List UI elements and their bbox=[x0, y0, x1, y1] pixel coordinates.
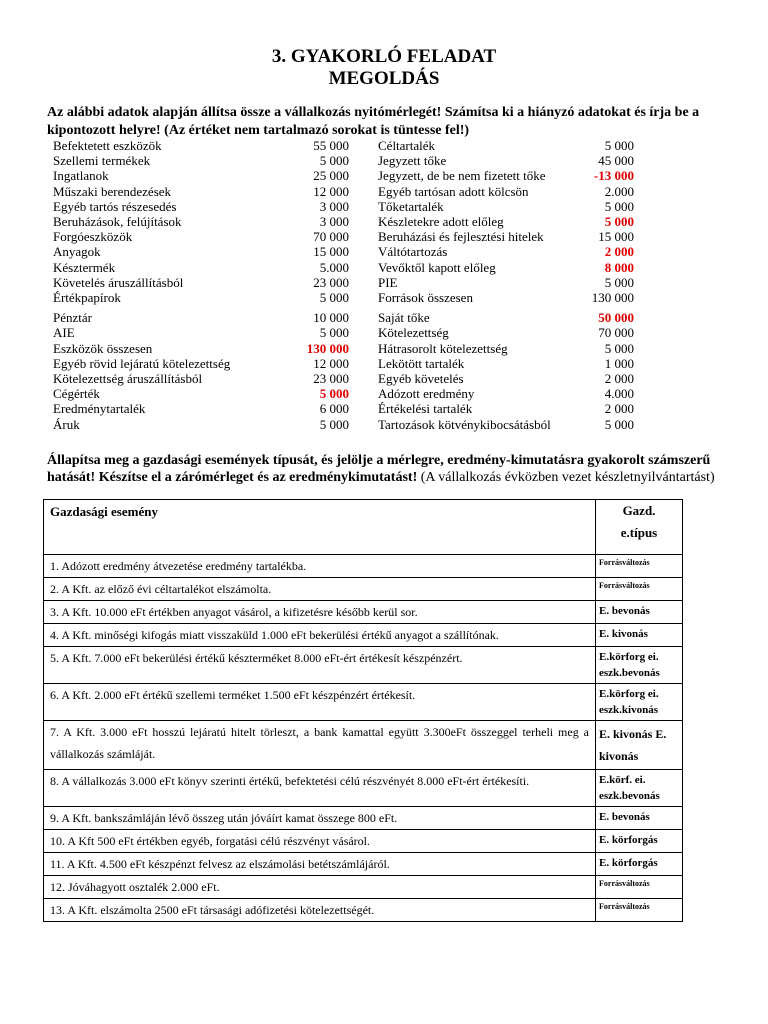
event-description: 6. A Kft. 2.000 eFt értékű szellemi terméket 1.500 eFt készpénzért értékesít. bbox=[44, 684, 596, 721]
left-item-value: 5.000 bbox=[319, 259, 349, 275]
table-row bbox=[44, 770, 683, 807]
right-item-value: 70 000 bbox=[598, 325, 634, 341]
right-item-value: 2 000 bbox=[604, 371, 634, 386]
left-item-label: Szellemi termékek bbox=[53, 153, 151, 169]
right-item-value: 4.000 bbox=[604, 386, 634, 402]
event-type: E. körforgás bbox=[596, 853, 683, 876]
event-description: 2. A Kft. az előző évi céltartalékot elszámolta. bbox=[44, 578, 596, 601]
right-item-value: 5 000 bbox=[604, 274, 634, 290]
left-item-label: AIE bbox=[53, 325, 75, 341]
event-description: 11. A Kft. 4.500 eFt készpénzt felvesz az elszámolási betétszámlájáról. bbox=[44, 853, 596, 876]
table-row bbox=[44, 807, 683, 830]
left-item-label: Forgóeszközök bbox=[53, 229, 133, 245]
left-item-value: 12 000 bbox=[313, 355, 349, 371]
table-header-row bbox=[44, 500, 683, 555]
left-item-value: 130 000 bbox=[306, 340, 349, 356]
left-item-label: Egyéb rövid lejáratú kötelezettség bbox=[53, 355, 231, 371]
left-item-label: Anyagok bbox=[53, 244, 101, 260]
right-item-value: 5 000 bbox=[604, 340, 634, 356]
header-type bbox=[596, 500, 683, 555]
right-item-label: Egyéb tartósan adott kölcsön bbox=[378, 183, 529, 199]
left-item-value: 5 000 bbox=[319, 416, 349, 432]
left-item-value: 55 000 bbox=[313, 138, 349, 153]
events-table bbox=[43, 499, 683, 922]
left-item-label: Beruházások, felújítások bbox=[53, 214, 182, 229]
event-description: 4. A Kft. minőségi kifogás miatt visszaküld 1.000 eFt bekerülési értékű anyagot a szállítónak. bbox=[44, 624, 596, 647]
right-item-value: 5 000 bbox=[604, 138, 634, 153]
right-item-value: 1 000 bbox=[604, 355, 634, 371]
right-item-label: Készletekre adott előleg bbox=[378, 214, 504, 229]
left-item-value: 70 000 bbox=[313, 229, 349, 245]
left-item-value: 3 000 bbox=[319, 214, 349, 229]
left-item-label: Ingatlanok bbox=[53, 168, 109, 184]
left-item-value: 12 000 bbox=[313, 183, 349, 199]
left-item-label: Eszközök összesen bbox=[53, 340, 153, 356]
left-item-value: 5 000 bbox=[319, 325, 349, 341]
right-item-value: 2.000 bbox=[604, 183, 634, 199]
left-item-value: 6 000 bbox=[319, 401, 349, 417]
right-item-label: Értékelési tartalék bbox=[378, 401, 473, 417]
right-item-label: Váltótartozás bbox=[378, 244, 448, 260]
right-item-value: 2 000 bbox=[604, 401, 634, 417]
header-type-line1: Gazd. bbox=[622, 503, 656, 518]
left-item-value: 5 000 bbox=[319, 386, 349, 402]
left-item-value: 5 000 bbox=[319, 153, 349, 169]
event-type: E. bevonás bbox=[596, 601, 683, 624]
event-description: 13. A Kft. elszámolta 2500 eFt társasági adófizetési kötelezettségét. bbox=[44, 899, 596, 922]
right-item-value: 5 000 bbox=[604, 416, 634, 432]
event-description: 10. A Kft 500 eFt értékben egyéb, forgatási célú részvényt vásárol. bbox=[44, 830, 596, 853]
event-description: 3. A Kft. 10.000 eFt értékben anyagot vásárol, a kifizetésre később kerül sor. bbox=[44, 601, 596, 624]
event-type: E. körforgás bbox=[596, 830, 683, 853]
event-type: Forrásváltozás bbox=[596, 578, 683, 601]
task-intro: Az alábbi adatok alapján állítsa össze a vállalkozás nyitómérlegét! Számítsa ki a hiányzó adatokat és írja be a kipontozott helyre! (Az értéket nem tartalmazó sorokat is tüntesse fel!) bbox=[47, 105, 700, 138]
left-item-label: Pénztár bbox=[53, 310, 92, 326]
event-description: 9. A Kft. bankszámláján lévő összeg után jóváírt kamat összege 800 eFt. bbox=[44, 807, 596, 830]
page-title: 3. GYAKORLÓ FELADAT bbox=[271, 46, 497, 67]
right-item-value: 2 000 bbox=[604, 244, 634, 260]
right-item-label: Egyéb követelés bbox=[378, 371, 464, 386]
right-item-value: 5 000 bbox=[604, 198, 634, 214]
event-description: 7. A Kft. 3.000 eFt hosszú lejáratú hitelt törleszt, a bank kamattal együtt 3.300eFt összeggel terheli meg a vállalkozás számláját. bbox=[44, 721, 596, 770]
event-type: Forrásváltozás bbox=[596, 555, 683, 578]
left-item-label: Cégérték bbox=[53, 386, 100, 402]
right-item-label: Kötelezettség bbox=[378, 325, 449, 341]
event-type: Forrásváltozás bbox=[596, 876, 683, 899]
task2-bold: Állapítsa meg a gazdasági események típusát, és jelölje a mérlegre, eredmény-kimutatásra gyakorolt számszerű hatását! Készítse el a zárómérleget és az eredménykimutatást! bbox=[47, 453, 711, 485]
table-row bbox=[44, 721, 683, 770]
left-item-value: 15 000 bbox=[313, 244, 349, 260]
right-item-label: Vevőktől kapott előleg bbox=[378, 259, 496, 275]
event-type: E.körforg ei. eszk.bevonás bbox=[596, 647, 683, 684]
event-type: E.körf. ei. eszk.bevonás bbox=[596, 770, 683, 807]
left-item-label: Késztermék bbox=[53, 259, 116, 275]
right-item-label: Céltartalék bbox=[378, 138, 436, 153]
left-item-value: 3 000 bbox=[319, 198, 349, 214]
right-item-label: PIE bbox=[378, 274, 398, 290]
right-item-value: -13 000 bbox=[593, 168, 634, 184]
left-item-label: Értékpapírok bbox=[53, 290, 121, 305]
left-item-value: 10 000 bbox=[313, 310, 349, 326]
right-item-label: Adózott eredmény bbox=[378, 386, 475, 402]
left-item-label: Követelés áruszállításból bbox=[53, 274, 184, 290]
event-description: 12. Jóváhagyott osztalék 2.000 eFt. bbox=[44, 876, 596, 899]
event-type: E. bevonás bbox=[596, 807, 683, 830]
event-type: E. kivonás E. kivonás bbox=[596, 721, 683, 770]
event-type: Forrásváltozás bbox=[596, 899, 683, 922]
right-item-value: 130 000 bbox=[591, 290, 634, 305]
right-item-value: 45 000 bbox=[598, 153, 634, 169]
table-row bbox=[44, 876, 683, 899]
right-item-label: Források összesen bbox=[378, 290, 473, 305]
left-item-value: 25 000 bbox=[313, 168, 349, 184]
left-item-label: Egyéb tartós részesedés bbox=[53, 198, 177, 214]
left-item-value: 5 000 bbox=[319, 290, 349, 305]
header-type-line2: e.típus bbox=[620, 525, 658, 540]
table-row bbox=[44, 578, 683, 601]
event-description: 1. Adózott eredmény átvezetése eredmény tartalékba. bbox=[44, 555, 596, 578]
right-item-label: Lekötött tartalék bbox=[378, 355, 465, 371]
table-row bbox=[44, 647, 683, 684]
right-item-value: 50 000 bbox=[598, 310, 634, 326]
left-item-value: 23 000 bbox=[313, 371, 349, 386]
right-item-label: Saját tőke bbox=[378, 310, 430, 326]
table-row bbox=[44, 853, 683, 876]
left-item-label: Műszaki berendezések bbox=[53, 183, 172, 199]
right-item-value: 15 000 bbox=[598, 229, 634, 245]
right-item-label: Tartozások kötvénykibocsátásból bbox=[378, 416, 551, 432]
table-row bbox=[44, 684, 683, 721]
right-item-label: Jegyzett tőke bbox=[378, 153, 447, 169]
table-row bbox=[44, 624, 683, 647]
table-row bbox=[44, 830, 683, 853]
left-item-label: Eredménytartalék bbox=[53, 401, 146, 417]
left-item-label: Befektetett eszközök bbox=[53, 138, 162, 153]
header-event: Gazdasági esemény bbox=[44, 500, 596, 555]
left-item-label: Kötelezettség áruszállításból bbox=[53, 371, 203, 386]
right-item-label: Jegyzett, de be nem fizetett tőke bbox=[378, 168, 546, 184]
page-subtitle: MEGOLDÁS bbox=[328, 68, 440, 89]
table-row bbox=[44, 555, 683, 578]
event-description: 5. A Kft. 7.000 eFt bekerülési értékű készterméket 8.000 eFt-ért értékesít készpénzért. bbox=[44, 647, 596, 684]
event-description: 8. A vállalkozás 3.000 eFt könyv szerinti értékű, befektetési célú részvényét 8.000 eFt-ért értékesíti. bbox=[44, 770, 596, 807]
event-type: E.körforg ei. eszk.kivonás bbox=[596, 684, 683, 721]
table-row bbox=[44, 899, 683, 922]
right-item-label: Beruházási és fejlesztési hitelek bbox=[378, 229, 544, 245]
right-item-value: 5 000 bbox=[604, 214, 634, 229]
table-row bbox=[44, 601, 683, 624]
task2-instructions bbox=[47, 452, 727, 486]
right-item-label: Tőketartalék bbox=[378, 198, 444, 214]
task2-note: (A vállalkozás évközben vezet készletnyilvántartást) bbox=[417, 470, 715, 485]
left-item-label: Áruk bbox=[53, 416, 80, 432]
event-type: E. kivonás bbox=[596, 624, 683, 647]
right-item-label: Hátrasorolt kötelezettség bbox=[378, 340, 508, 356]
left-item-value: 23 000 bbox=[313, 274, 349, 290]
right-item-value: 8 000 bbox=[604, 259, 634, 275]
